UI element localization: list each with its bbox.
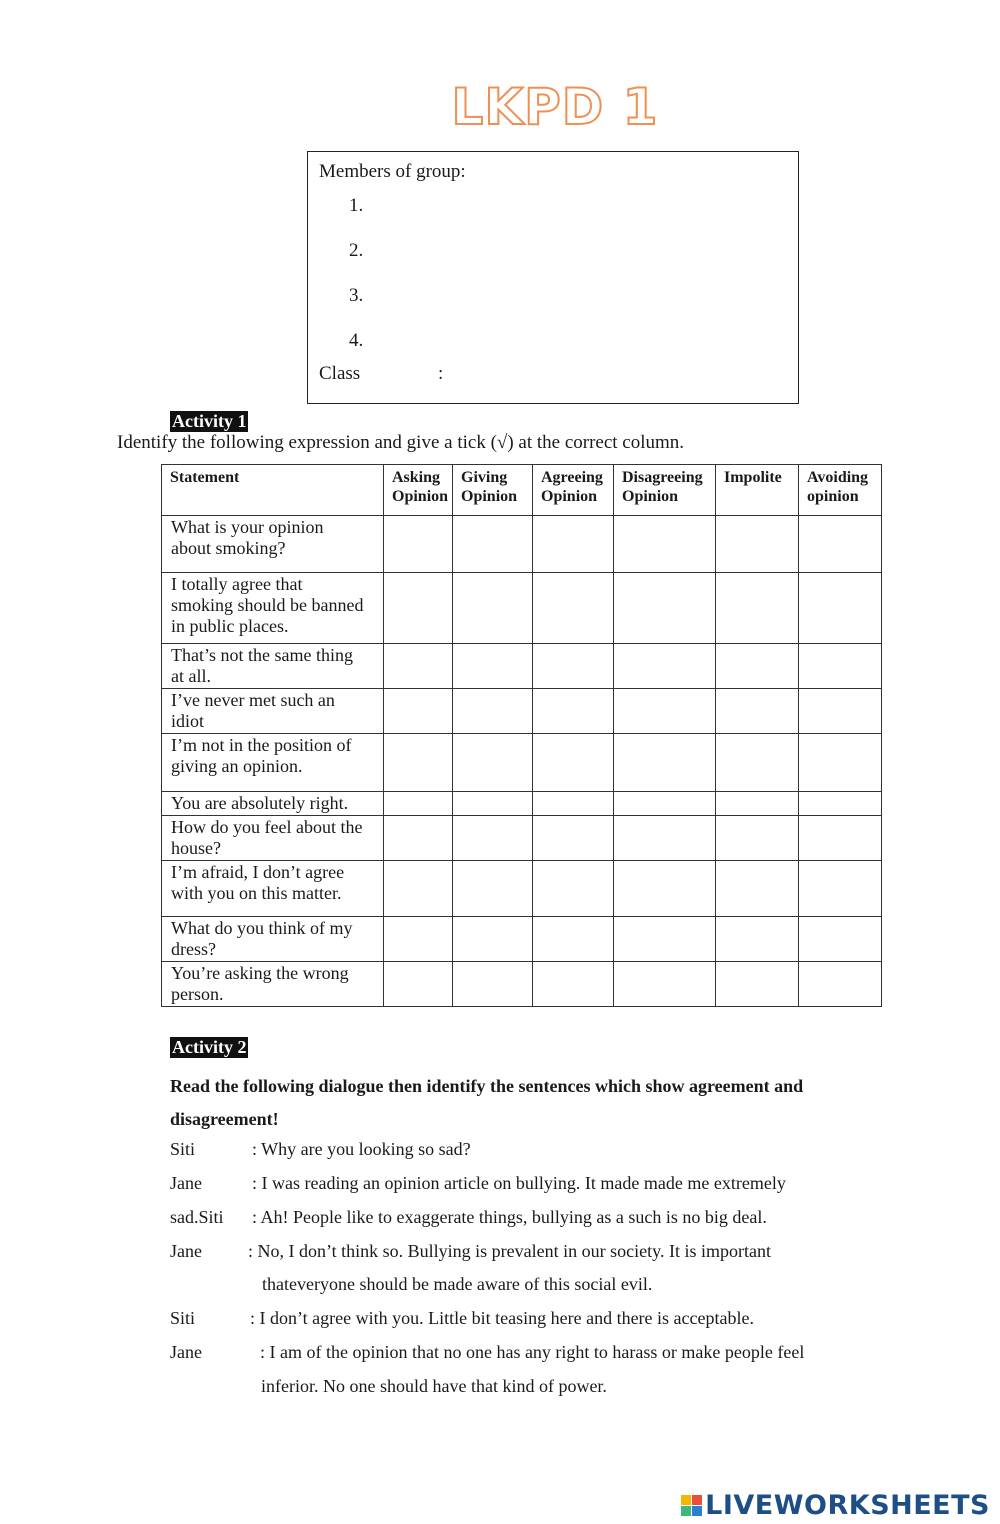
statement-line: You are absolutely right. [171,793,349,813]
tick-cell[interactable] [453,689,533,734]
statement-cell [162,816,384,861]
class-label: Class [319,363,361,384]
table-row [162,516,882,573]
statement-line: That’s not the same thing [171,645,353,665]
table-row [162,962,882,1007]
tick-cell[interactable] [533,573,614,644]
tick-cell[interactable] [453,516,533,573]
logo-text: LIVEWORKSHEETS [705,1490,990,1521]
logo-square [692,1495,702,1505]
dialogue-text: : I was reading an opinion article on bullying. It made made me extremely [252,1173,786,1193]
dialogue-speaker: Jane [170,1241,202,1261]
tick-cell[interactable] [453,734,533,792]
tick-cell[interactable] [614,573,716,644]
logo-square [681,1495,691,1505]
tick-cell[interactable] [533,816,614,861]
table-row [162,861,882,917]
dialogue-text: : No, I don’t think so. Bullying is prevalent in our society. It is important [248,1241,771,1261]
statement-line: with you on this matter. [171,883,342,903]
tick-cell[interactable] [453,917,533,962]
liveworksheets-logo [681,1490,990,1521]
statement-line: at all. [171,666,211,686]
statement-line: You’re asking the wrong [171,963,349,983]
tick-cell[interactable] [716,689,799,734]
table-row [162,734,882,792]
tick-cell[interactable] [453,962,533,1007]
column-header-line: Agreeing [541,469,603,486]
tick-cell[interactable] [384,962,453,1007]
tick-cell[interactable] [799,516,882,573]
tick-cell[interactable] [453,861,533,917]
column-header-line: Opinion [392,488,449,505]
statement-line: about smoking? [171,538,286,558]
tick-cell[interactable] [384,917,453,962]
tick-cell[interactable] [716,792,799,816]
dialogue-speaker: Jane [170,1173,202,1193]
page-title: LKPD 1 [451,78,659,136]
tick-cell[interactable] [614,734,716,792]
column-header [716,465,799,516]
tick-cell[interactable] [716,516,799,573]
statement-cell [162,792,384,816]
statement-cell [162,516,384,573]
tick-cell[interactable] [384,734,453,792]
tick-cell[interactable] [384,644,453,689]
column-header [614,465,716,516]
tick-cell[interactable] [453,573,533,644]
tick-cell[interactable] [533,917,614,962]
statement-line: smoking should be banned [171,595,364,615]
table-row [162,573,882,644]
class-colon: : [438,363,444,384]
member-number-1: 1. [349,195,364,216]
statement-line: What is your opinion [171,517,324,537]
statement-cell [162,689,384,734]
column-header [453,465,533,516]
statement-line: house? [171,838,221,858]
tick-cell[interactable] [799,861,882,917]
column-header-line: Opinion [541,488,598,505]
tick-cell[interactable] [453,816,533,861]
tick-cell[interactable] [533,962,614,1007]
statement-line: I totally agree that [171,574,303,594]
tick-cell[interactable] [533,861,614,917]
tick-cell[interactable] [716,917,799,962]
column-header [384,465,453,516]
dialogue-speaker: Siti [170,1139,196,1159]
expression-table [161,464,882,1007]
logo-square [681,1506,691,1516]
statement-line: dress? [171,939,216,959]
tick-cell[interactable] [384,516,453,573]
tick-cell[interactable] [533,516,614,573]
tick-cell[interactable] [614,816,716,861]
tick-cell[interactable] [716,816,799,861]
column-header-line: Avoiding [807,469,869,486]
table-row [162,816,882,861]
column-header [162,465,384,516]
statement-cell [162,917,384,962]
tick-cell[interactable] [799,644,882,689]
dialogue-text: : I am of the opinion that no one has any right to harass or make people feel [260,1342,805,1362]
tick-cell[interactable] [614,861,716,917]
tick-cell[interactable] [384,573,453,644]
tick-cell[interactable] [384,861,453,917]
column-header [533,465,614,516]
logo-icon [681,1495,702,1516]
statement-line: I’m afraid, I don’t agree [171,862,345,882]
members-label: Members of group: [319,161,466,182]
tick-cell[interactable] [799,792,882,816]
tick-cell[interactable] [799,917,882,962]
column-header [799,465,882,516]
tick-cell[interactable] [799,689,882,734]
logo-square [692,1506,702,1516]
tick-cell[interactable] [533,644,614,689]
tick-cell[interactable] [453,792,533,816]
tick-cell[interactable] [533,792,614,816]
tick-cell[interactable] [716,734,799,792]
statement-line: What do you think of my [171,918,353,938]
tick-cell[interactable] [716,962,799,1007]
statement-cell [162,962,384,1007]
activity-2-instruction: Read the following dialogue then identify the sentences which show agreement and disagreement! [170,1076,804,1129]
dialogue-text: : Ah! People like to exaggerate things, bullying as a such is no big deal. [252,1207,767,1227]
table-row [162,644,882,689]
tick-cell[interactable] [614,516,716,573]
table-row [162,792,882,816]
tick-cell[interactable] [614,917,716,962]
statement-cell [162,861,384,917]
activity-1-label: Activity 1 [172,411,247,431]
column-header-line: Opinion [622,488,679,505]
dialogue-text: thateveryone should be made aware of this social evil. [262,1274,653,1294]
table-row [162,689,882,734]
statement-cell [162,573,384,644]
dialogue-text: : Why are you looking so sad? [252,1139,471,1159]
members-box [307,151,799,404]
dialogue-speaker: Siti [170,1308,196,1328]
statement-line: idiot [171,711,205,731]
member-number-4: 4. [349,330,364,351]
tick-cell[interactable] [384,689,453,734]
column-header-line: Statement [170,469,240,486]
dialogue-text: inferior. No one should have that kind of power. [261,1376,607,1396]
tick-cell[interactable] [716,573,799,644]
tick-cell[interactable] [799,573,882,644]
tick-cell[interactable] [453,644,533,689]
table-header-row [162,465,882,516]
column-header-line: Asking [392,469,441,486]
tick-cell[interactable] [533,734,614,792]
statement-line: person. [171,984,224,1004]
statement-line: giving an opinion. [171,756,303,776]
column-header-line: Giving [461,469,508,486]
column-header-line: Impolite [724,469,782,486]
tick-cell[interactable] [716,644,799,689]
column-header-line: Opinion [461,488,518,505]
statement-cell [162,644,384,689]
tick-cell[interactable] [384,816,453,861]
statement-line: I’m not in the position of [171,735,352,755]
member-number-3: 3. [349,285,364,306]
dialogue-text: : I don’t agree with you. Little bit teasing here and there is acceptable. [250,1308,754,1328]
tick-cell[interactable] [614,689,716,734]
tick-cell[interactable] [533,689,614,734]
statement-line: How do you feel about the [171,817,363,837]
tick-cell[interactable] [614,644,716,689]
column-header-line: opinion [807,488,859,505]
tick-cell[interactable] [614,962,716,1007]
tick-cell[interactable] [799,962,882,1007]
statement-line: in public places. [171,616,289,636]
tick-cell[interactable] [799,734,882,792]
dialogue-speaker: Jane [170,1342,202,1362]
activity-2-label: Activity 2 [172,1037,247,1057]
member-number-2: 2. [349,240,364,261]
tick-cell[interactable] [799,816,882,861]
tick-cell[interactable] [614,792,716,816]
tick-cell[interactable] [716,861,799,917]
statement-cell [162,734,384,792]
column-header-line: Disagreeing [622,469,703,486]
activity-1-instruction: Identify the following expression and give a tick (√) at the correct column. [117,432,685,453]
table-row [162,917,882,962]
statement-line: I’ve never met such an [171,690,335,710]
dialogue-speaker: sad.Siti [170,1207,224,1227]
tick-cell[interactable] [384,792,453,816]
